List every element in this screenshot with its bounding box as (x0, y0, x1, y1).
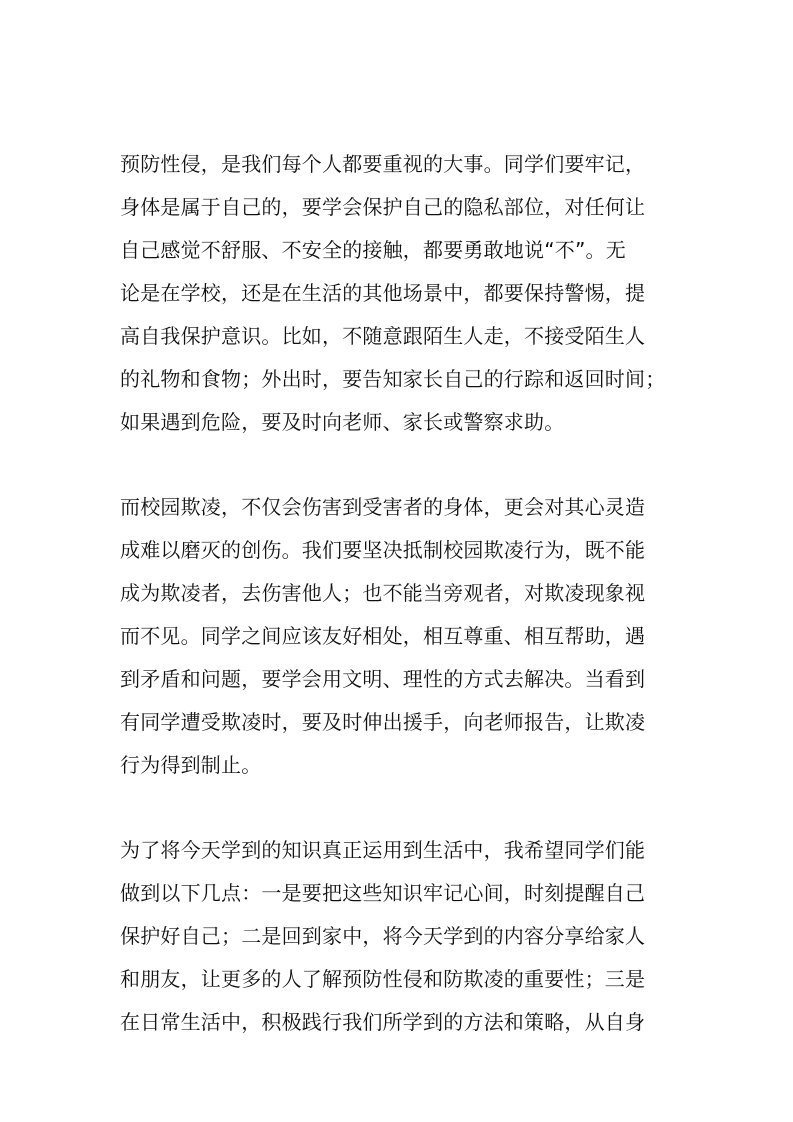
paragraph-2 (120, 486, 680, 787)
text-line: 而不见。同学之间应该友好相处，相互尊重、相互帮助，遇 (120, 624, 646, 648)
paragraph-3 (120, 829, 680, 1044)
text-line: 论是在学校，还是在生活的其他场景中，都要保持警惕，提 (120, 281, 646, 305)
text-line: 保护好自己；二是回到家中，将今天学到的内容分享给家人 (120, 924, 646, 948)
text-line: 成为欺凌者，去伤害他人；也不能当旁观者，对欺凌现象视 (120, 581, 646, 605)
paragraph-1 (120, 143, 680, 444)
text-line: 的礼物和食物；外出时，要告知家长自己的行踪和返回时间； (120, 367, 666, 391)
text-line: 高自我保护意识。比如，不随意跟陌生人走，不接受陌生人 (120, 324, 646, 348)
text-line: 预防性侵，是我们每个人都要重视的大事。同学们要牢记， (120, 152, 646, 176)
text-line: 身体是属于自己的，要学会保护自己的隐私部位，对任何让 (120, 195, 646, 219)
document-body (120, 143, 680, 1086)
text-line: 为了将今天学到的知识真正运用到生活中，我希望同学们能 (120, 838, 646, 862)
text-line: 行为得到制止。 (120, 753, 262, 777)
text-line: 自己感觉不舒服、不安全的接触，都要勇敢地说“不”。无 (120, 238, 626, 262)
text-line: 和朋友，让更多的人了解预防性侵和防欺凌的重要性；三是 (120, 967, 646, 991)
text-line: 到矛盾和问题，要学会用文明、理性的方式去解决。当看到 (120, 667, 646, 691)
text-line: 如果遇到危险，要及时向老师、家长或警察求助。 (120, 410, 565, 434)
text-line: 而校园欺凌，不仅会伤害到受害者的身体，更会对其心灵造 (120, 495, 646, 519)
text-line: 有同学遭受欺凌时，要及时伸出援手，向老师报告，让欺凌 (120, 710, 646, 734)
text-line: 做到以下几点：一是要把这些知识牢记心间，时刻提醒自己 (120, 881, 646, 905)
text-line: 在日常生活中，积极践行我们所学到的方法和策略，从自身 (120, 1010, 646, 1034)
text-line: 成难以磨灭的创伤。我们要坚决抵制校园欺凌行为，既不能 (120, 538, 646, 562)
